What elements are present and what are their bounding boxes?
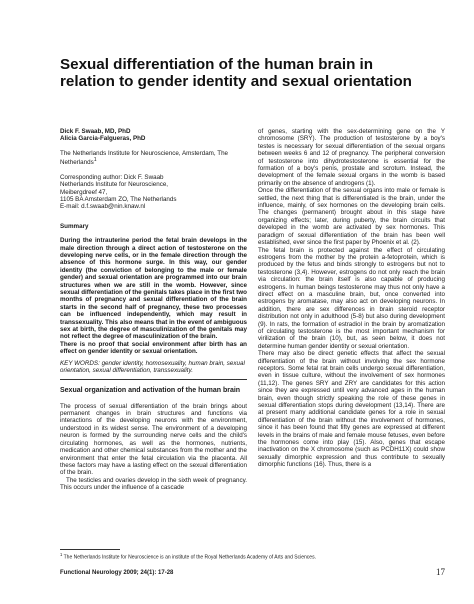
keywords-label: KEY WORDS:	[60, 359, 100, 367]
paper-title: Sexual differentiation of the human brain in relation to gender identity and sexual orientation	[60, 56, 412, 90]
body-paragraph: There may also be direct genetic effects that affect the sexual differentiation of the brain without involving the sex hormone receptors. Some fetal rat brain cells undergo sexual differentiation, even in tissue culture, without the involvement of sex hormones (11,12). The genes SRY and ZRY are candidates for this action since they are expressed until very advanced ages in the human brain, even though strictly speaking the role of these genes in sexual differentiation stops during development (13,14). There are at present many additional candidate genes for a role in sexual differentiation of the brain without the involvement of hormones, since it has been found that fifty genes are expressed at different levels in the brains of male and female mouse fetuses, even before the hormones come into play (15). Also, genes that escape inactivation on the X chromosome (such as PCDH11X) could show sexually dimorphic expression and thus contribute to sexually dimorphic functions (16). Thus, there is a	[258, 350, 445, 469]
summary-paragraph: During the intrauterine period the fetal brain develops in the male direction through a direct action of testosterone on the developing nerve cells, or in the female direction through the absence of this hormone surge. In this way, our gender identity (the conviction of belonging to the male or female gender) and sexual orientation are programmed into our brain structures when we are still in the womb. However, since sexual differentiation of the genitals takes place in the first two months of pregnancy and sexual differentiation of the brain starts in the second half of pregnancy, these two processes can be influenced independently, which may result in transsexuality. This also means that in the event of ambiguous sex at birth, the degree of masculinization of the genitals may not reflect the degree of masculinization of the brain.	[60, 237, 247, 341]
body-paragraph: of genes, starting with the sex-determining gene on the Y chromosome (SRY). The production of testosterone by a boy's testes is necessary for sexual differentiation of the sexual organs between weeks 6 and 12 of pregnancy. The peripheral conversion of testosterone into dihydrotestosterone is essential for the formation of a boy's penis, prostate and scrotum. Instead, the development of the female sexual organs in the womb is based primarily on the absence of androgens (1).	[258, 128, 445, 187]
author-list	[60, 128, 247, 143]
left-column	[60, 128, 247, 492]
footnote-text: The Netherlands Institute for Neuroscience is an institute of the Royal Netherlands Academy of Arts and Sciences.	[63, 554, 316, 561]
body-paragraph: The fetal brain is protected against the effect of circulating estrogens from the mother by the protein a-fetoprotein, which is produced by the fetus and binds strongly to estrogens but not to testosterone (3,4). However, estrogens do not only reach the brain via circulation: the brain itself is also capable of producing estrogens. In human beings testosterone may thus not only have a direct effect on a masculine brain, but, once converted into estrogens by aromatase, may also act on developing neurons. In addition, there are sex differences in brain steroid receptor distribution not only in adulthood (5-8) but also during development (9). In rats, the formation of estradiol in the brain by aromatization of circulating testosterone is the most important mechanism for virilization of the brain (10), but, as seen below, it does not determine human gender identity or sexual orientation.	[258, 246, 445, 350]
body-paragraph: The process of sexual differentiation of the brain brings about permanent changes in brain structures and functions via interactions of the developing neurons with the environment, understood in its widest sense. The environment of a developing neuron is formed by the surrounding nerve cells and the child's circulating hormones, as well as the hormones, nutrients, medication and other chemical substances from the mother and the environment that enter the fetal circulation via the placenta. All these factors may have a lasting effect on the sexual differentiation of the brain.	[60, 402, 247, 477]
footnote-divider	[60, 549, 120, 550]
summary-paragraph: There is no proof that social environment after birth has an effect on gender identity or sexual orientation.	[60, 340, 247, 356]
correspondence-block	[60, 174, 247, 211]
author-1: Dick F. Swaab, MD, PhD	[60, 128, 131, 135]
keywords-text: gender identity, homosexuality, human brain, sexual orientation, sexual differentiation, transsexuality.	[60, 359, 245, 375]
correspondence-line: 1105 BA Amsterdam ZO, The Netherlands	[60, 195, 177, 203]
correspondence-email[interactable]: E-mail: d.f.swaab@nin.knaw.nl	[60, 203, 146, 211]
affiliation-mark: 1	[93, 157, 97, 164]
right-column	[258, 128, 445, 469]
body-paragraph: The testicles and ovaries develop in the sixth week of pregnancy. This occurs under the influence of a cascade	[60, 476, 247, 492]
summary-heading: Summary	[60, 222, 89, 230]
correspondence-line: Corresponding author: Dick F. Swaab	[60, 173, 164, 181]
affiliation: The Netherlands Institute for Neuroscience, Amsterdam, The Netherlands$^1$	[60, 149, 229, 167]
body-paragraph: Once the differentiation of the sexual organs into male or female is settled, the next thing that is differentiated is the brain, under the influence, mainly, of sex hormones on the developing brain cells. The changes (permanent) brought about in this stage have organizing effects; later, during puberty, the brain circuits that developed in the womb are activated by sex hormones. This paradigm of sexual differentiation of the brain has been well established, ever since the first paper by Phoenix et al. (2).	[258, 187, 445, 247]
correspondence-line: Meibergdreef 47,	[60, 188, 108, 196]
keywords	[60, 360, 247, 375]
author-2: Alicia Garcia-Falgueras, PhD	[60, 135, 146, 143]
journal-citation: Functional Neurology 2009; 24(1): 17-28	[60, 570, 174, 576]
correspondence-line: Netherlands Institute for Neuroscience,	[60, 181, 169, 189]
footnote-mark: 1	[60, 552, 63, 557]
footnote	[60, 552, 445, 561]
section-heading: Sexual organization and activation of the human brain	[60, 387, 241, 395]
section-divider	[60, 379, 247, 380]
page-number: 17	[436, 567, 445, 577]
